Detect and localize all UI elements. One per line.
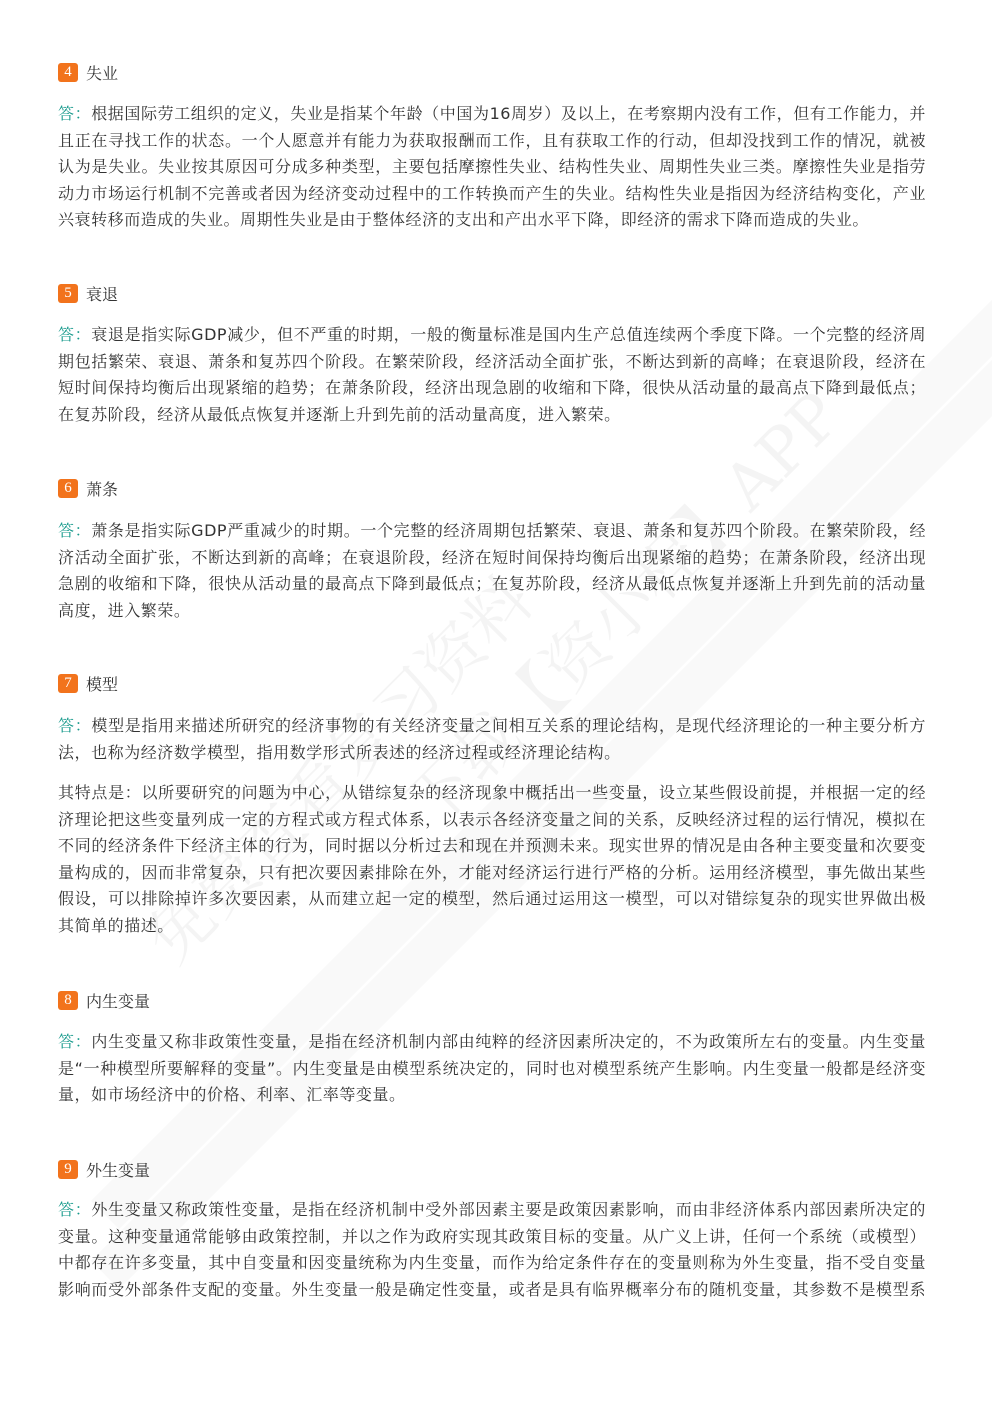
section-heading [58, 282, 926, 304]
answer-prefix: 答： [58, 1032, 92, 1051]
answer-text: 根据国际劳工组织的定义，失业是指某个年龄（中国为16周岁）及以上，在考察期内没有工作，但有工作能力，并且正在寻找工作的状态。一个人愿意并有能力为获取报酬而工作，且有获取工作的行动，但却没找到工作的情况，就被认为是失业。失业按其原因可分成多种类型，主要包括摩擦性失业、结构性失业、周期性失业三类。摩擦性失业是指劳动力市场运行机制不完善或者因为经济变动过程中的工作转换而产生的失业。结构性失业是指因为经济结构变化，产业兴衰转移而造成的失业。周期性失业是由于整体经济的支出和产出水平下降，即经济的需求下降而造成的失业。 [58, 104, 926, 230]
answer-paragraph [58, 713, 926, 766]
number-badge: 4 [58, 63, 78, 82]
features-paragraph: 其特点是：以所要研究的问题为中心，从错综复杂的经济现象中概括出一些变量，设立某些假设前提，并根据一定的经济理论把这些变量列成一定的方程式或方程式体系，以表示各经济变量之间的关系，反映经济过程的运行情况，模拟在不同的经济条件下经济主体的行为，同时据以分析过去和现在并预测未来。现实世界的情况是由各种主要变量和次要变量构成的，因而非常复杂，只有把次要因素排除在外，才能对经济运行进行严格的分析。运用经济模型，事先做出某些假设，可以排除掉许多次要因素，从而建立起一定的模型，然后通过运用这一模型，可以对错综复杂的现实世界做出极其简单的描述。 [58, 783, 926, 935]
answer-text: 衰退是指实际GDP减少，但不严重的时期，一般的衡量标准是国内生产总值连续两个季度下降。一个完整的经济周期包括繁荣、衰退、萧条和复苏四个阶段。在繁荣阶段，经济活动全面扩张，不断达到新的高峰；在衰退阶段，经济在短时间保持均衡后出现紧缩的趋势；在萧条阶段，经济出现急剧的收缩和下降，很快从活动量的最高点下降到最低点；在复苏阶段，经济从最低点恢复并逐渐上升到先前的活动量高度，进入繁荣。 [58, 325, 926, 424]
section-title: 萧条 [86, 479, 119, 499]
number-badge: 5 [58, 284, 78, 303]
section-title: 内生变量 [86, 991, 151, 1011]
section-heading [58, 989, 926, 1011]
section-title: 模型 [86, 674, 119, 694]
answer-text: 内生变量又称非政策性变量，是指在经济机制内部由纯粹的经济因素所决定的，不为政策所左右的变量。内生变量是“一种模型所要解释的变量”。内生变量是由模型系统决定的，同时也对模型系统产生影响。内生变量一般都是经济变量，如市场经济中的价格、利率、汇率等变量。 [58, 1032, 926, 1105]
section-heading [58, 477, 926, 499]
answer-prefix: 答： [58, 1200, 92, 1219]
answer-text: 外生变量又称政策性变量，是指在经济机制中受外部因素主要是政策因素影响，而由非经济体系内部因素所决定的变量。这种变量通常能够由政策控制，并以之作为政府实现其政策目标的变量。从广义上讲，任何一个系统（或模型）中都存在许多变量，其中自变量和因变量统称为内生变量，而作为给定条件存在的变量则称为外生变量，指不受自变量影响而受外部条件支配的变量。外生变量一般是确定性变量，或者是具有临界概率分布的随机变量，其参数不是模型系 [58, 1200, 926, 1299]
number-badge: 7 [58, 674, 78, 693]
number-badge: 9 [58, 1160, 78, 1179]
section-heading [58, 61, 926, 83]
section-7 [58, 672, 926, 935]
answer-paragraph [58, 322, 926, 428]
answer-prefix: 答： [58, 521, 92, 540]
answer-text: 萧条是指实际GDP严重减少的时期。一个完整的经济周期包括繁荣、衰退、萧条和复苏四个阶段。在繁荣阶段，经济活动全面扩张，不断达到新的高峰；在衰退阶段，经济在短时间保持均衡后出现紧缩的趋势；在萧条阶段，经济出现急剧的收缩和下降，很快从活动量的最高点下降到最低点；在复苏阶段，经济从最低点恢复并逐渐上升到先前的活动量高度，进入繁荣。 [58, 521, 926, 620]
answer-prefix: 答： [58, 104, 92, 123]
section-heading [58, 1158, 926, 1180]
number-badge: 8 [58, 991, 78, 1010]
section-6 [58, 477, 926, 620]
section-8 [58, 989, 926, 1105]
section-heading [58, 672, 926, 694]
section-title: 外生变量 [86, 1160, 151, 1180]
section-9 [58, 1158, 926, 1299]
answer-paragraph [58, 1029, 926, 1109]
section-title: 衰退 [86, 284, 119, 304]
answer-paragraph [58, 1197, 926, 1303]
answer-paragraph [58, 518, 926, 624]
answer-prefix: 答： [58, 716, 92, 735]
answer-paragraph [58, 101, 926, 234]
section-5 [58, 282, 926, 424]
answer-text: 模型是指用来描述所研究的经济事物的有关经济变量之间相互关系的理论结构，是现代经济理论的一种主要分析方法，也称为经济数学模型，指用数学形式所表述的经济过程或经济理论结构。 [58, 716, 926, 762]
answer-prefix: 答： [58, 325, 92, 344]
number-badge: 6 [58, 479, 78, 498]
section-4 [58, 61, 926, 241]
section-title: 失业 [86, 63, 119, 83]
